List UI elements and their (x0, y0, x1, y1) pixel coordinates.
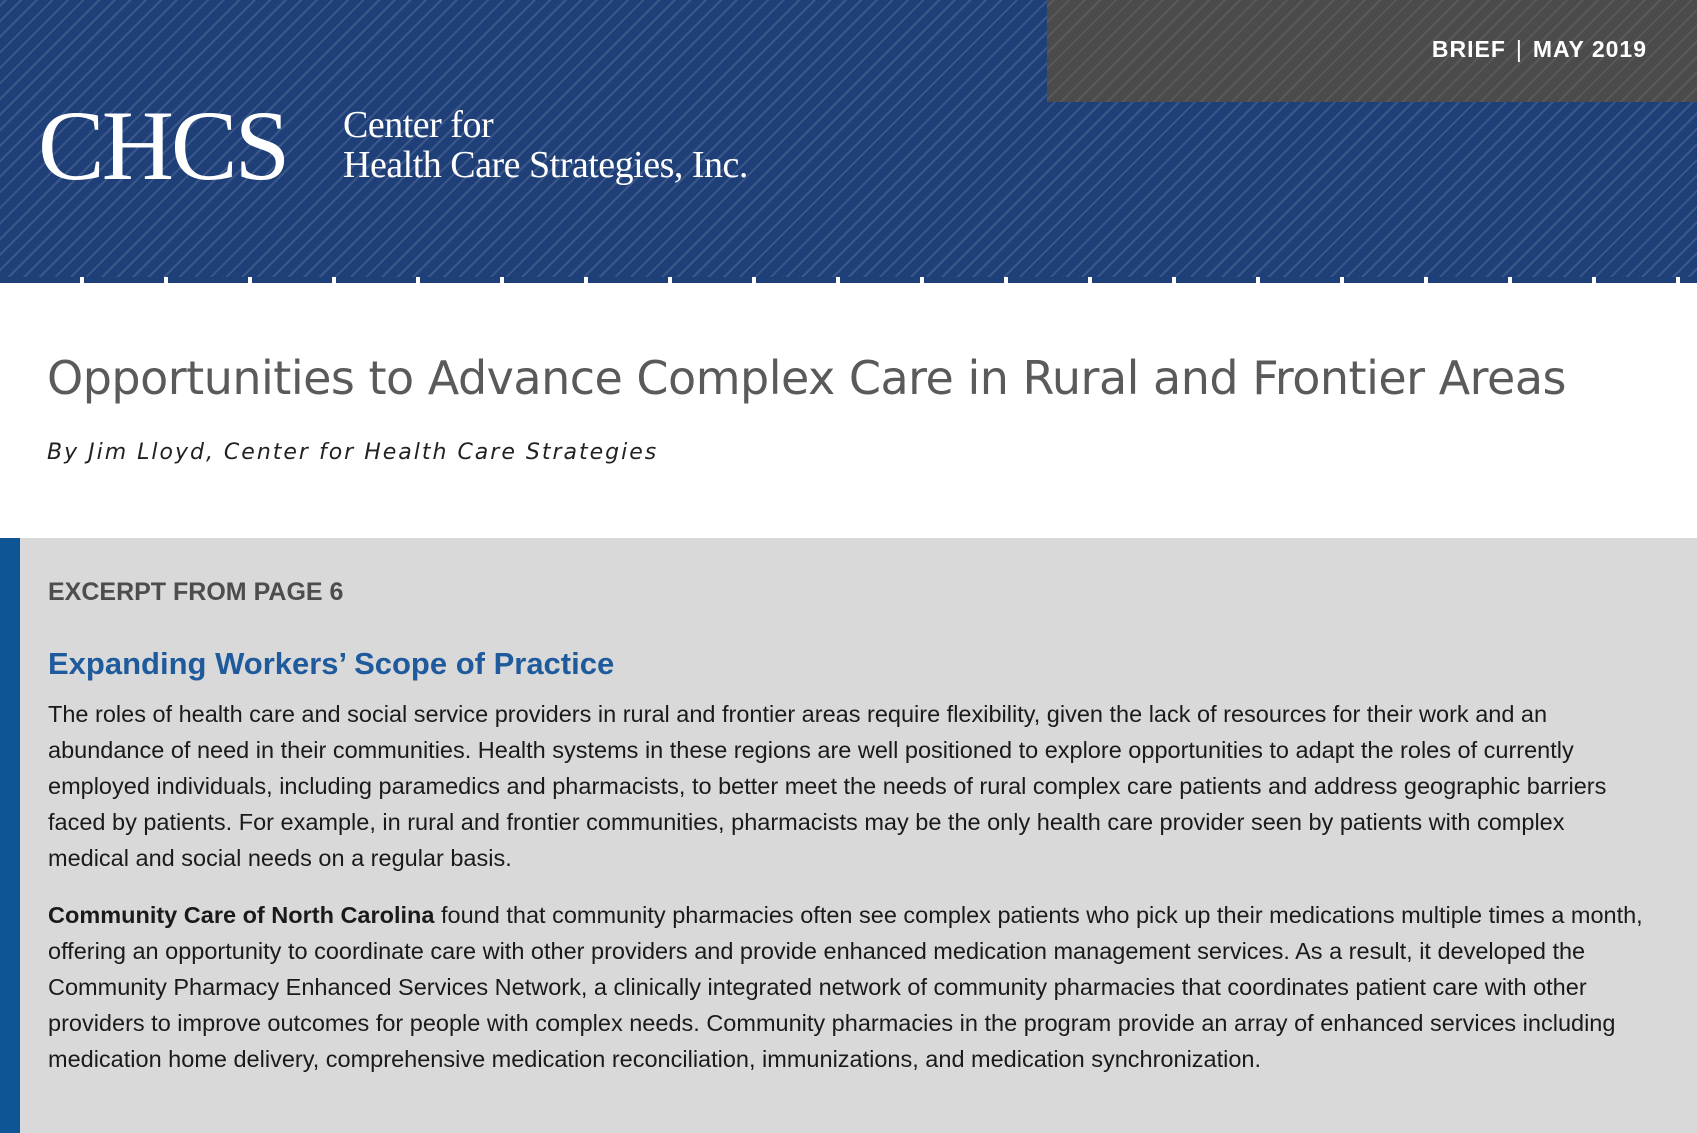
brief-separator: | (1515, 36, 1523, 62)
paragraph-2-body: found that community pharmacies often see complex patients who pick up their medications multiple times a month, offering an opportunity to coordinate care with other providers and provide enhanced medication management services. As a result, it developed the Community Pharmacy Enhanced Services Network, a clinically integrated network of community pharmacies that coordinates patient care with other providers to improve outcomes for people with complex needs. Community pharmacies in the program provide an array of enhanced services including medication home delivery, comprehensive medication reconciliation, immunizations, and medication synchronization. (48, 902, 1643, 1072)
byline: By Jim Lloyd, Center for Health Care Strategies (47, 440, 659, 465)
excerpt-panel (0, 538, 1697, 1133)
excerpt-label: EXCERPT FROM PAGE 6 (48, 578, 344, 606)
excerpt-accent-bar (0, 538, 20, 1133)
paragraph-2 (48, 897, 1648, 1077)
section-heading: Expanding Workers’ Scope of Practice (48, 646, 615, 681)
logo-org-name (343, 105, 748, 185)
paragraph-1: The roles of health care and social service providers in rural and frontier areas require flexibility, given the lack of resources for their work and an abundance of need in their communities. Health systems in these regions are well positioned to explore opportunities to adapt the roles of currently employed individuals, including paramedics and pharmacists, to better meet the needs of rural complex care patients and address geographic barriers faced by patients. For example, in rural and frontier communities, pharmacists may be the only health care provider seen by patients with complex medical and social needs on a regular basis. (48, 701, 1607, 871)
document-title: Opportunities to Advance Complex Care in Rural and Frontier Areas (47, 351, 1567, 405)
paragraph-2-lead: Community Care of North Carolina (48, 902, 435, 928)
header-banner (0, 0, 1697, 283)
header-divider (0, 277, 1697, 283)
brief-date-tag (1047, 0, 1697, 102)
logo-org-name-line2: Health Care Strategies, Inc. (343, 144, 748, 186)
brief-date-text (1047, 36, 1647, 63)
brief-label: BRIEF (1431, 36, 1506, 62)
brief-date: MAY 2019 (1532, 36, 1647, 62)
logo-org-name-line1: Center for (343, 104, 494, 146)
logo-mark: CHCS (38, 90, 288, 201)
